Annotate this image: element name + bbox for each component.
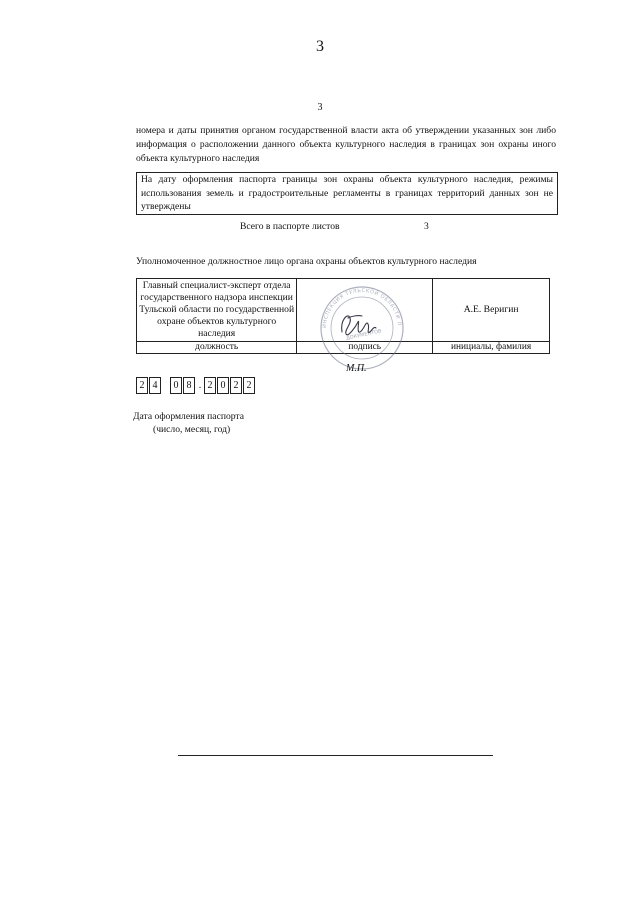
zone-info-paragraph: номера и даты принятия органом государственной власти акта об утверждении указанных зон либо информация о расположении данного объекта культурного наследия в границах зон охраны иного объекта культурного наследия — [136, 125, 556, 164]
caption-name: инициалы, фамилия — [433, 342, 550, 354]
date-year-digit-4: 2 — [243, 377, 255, 394]
zone-status-box: На дату оформления паспорта границы зон охраны объекта культурного наследия, режимы использования земель и градостроительные регламенты в границах территорий данных зон не утверждены — [136, 172, 558, 215]
sheets-total-count: 3 — [424, 221, 429, 232]
seal-inner-text: ДОКУМЕНТОВ — [345, 328, 383, 342]
date-month-digit-2: 8 — [183, 377, 195, 394]
svg-text:ИНСПЕКЦИЯ ТУЛЬСКОЙ ОБЛАСТИ ПО — [312, 282, 402, 328]
date-year-digit-3: 2 — [230, 377, 242, 394]
seal-icon — [312, 282, 412, 372]
page-number: 3 — [316, 38, 324, 55]
date-separator: . — [198, 379, 202, 391]
stamp-place-label: М.П. — [346, 363, 367, 374]
date-day-digit-1: 2 — [136, 377, 148, 394]
issue-date-caption-sub: (число, месяц, год) — [153, 424, 231, 435]
official-position-cell: Главный специалист-эксперт отдела государственного надзора инспекции Тульской области по государственной охране объектов культурного наследия — [137, 279, 297, 342]
caption-position: должность — [137, 342, 297, 354]
date-month-digit-1: 0 — [170, 377, 182, 394]
authorized-official-label: Уполномоченное должностное лицо органа охраны объектов культурного наследия — [136, 256, 477, 267]
date-year-digit-2: 0 — [217, 377, 229, 394]
issue-date-caption-main: Дата оформления паспорта — [133, 411, 244, 422]
footer-rule — [178, 755, 493, 756]
official-name-cell: А.Е. Веригин — [433, 279, 550, 342]
caption-signature: подпись — [297, 342, 433, 354]
inner-page-number: 3 — [317, 102, 323, 113]
official-seal — [312, 282, 412, 372]
date-year-digit-1: 2 — [204, 377, 216, 394]
seal-ring-text: ИНСПЕКЦИЯ ТУЛЬСКОЙ ОБЛАСТИ П — [321, 287, 402, 329]
issue-date-caption — [133, 410, 244, 436]
sheets-total-label: Всего в паспорте листов — [240, 221, 340, 232]
issue-date-boxes — [136, 376, 256, 394]
date-day-digit-2: 4 — [149, 377, 161, 394]
